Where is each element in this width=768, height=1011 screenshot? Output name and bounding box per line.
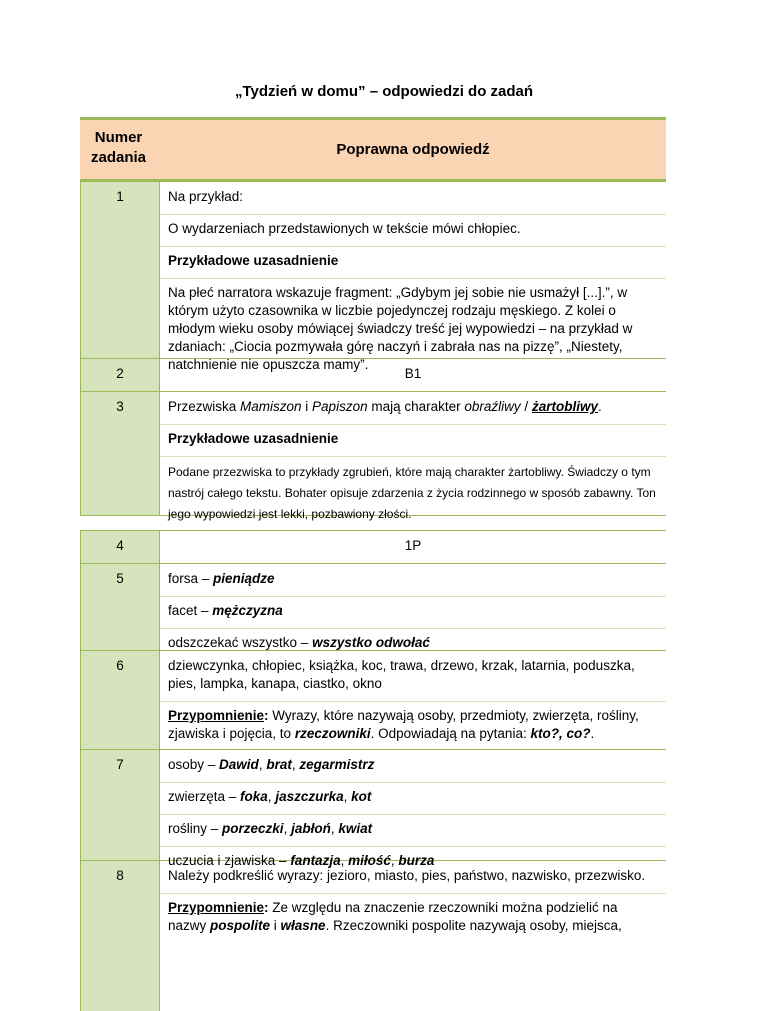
justification-text: Na płeć narratora wskazuje fragment: „Gdybym jej sobie nie usmażył [...].”, w którym użyto czasownika w liczbie pojedynczej rodzaju męskiego. Z kolei o młodym wieku osoby mówiącej świadczy treść jej wypowiedzi – na przykład w zdaniach: „Ciocia pozmywała górę naczyń i zabrała nas na pizzę”, „Niestety, natchnienie nie opuszcza mamy”. [168,285,633,372]
table-row [80,651,666,750]
answer-cell: B1 [404,366,422,381]
table-row [80,530,666,564]
task-number: 4 [80,531,160,563]
answer-cell [160,861,666,1011]
table-row [80,392,666,521]
task-number: 2 [80,359,160,391]
answer-cell [160,750,666,868]
reminder-text: Przypomnienie: Ze względu na znaczenie rzeczowniki można podzielić na nazwy pospolite i własne. Rzeczowniki pospolite nazywają osoby, miejsca, [168,900,622,933]
task-number: 3 [80,392,160,515]
table-row [80,564,666,651]
answer-text: odszczekać wszystko – wszystko odwołać [168,635,430,650]
answer-text: O wydarzeniach przedstawionych w tekście mówi chłopiec. [168,221,521,236]
answer-cell [160,392,666,521]
table-row [80,182,666,372]
task-number: 8 [80,861,160,1011]
answer-text: zwierzęta – foka, jaszczurka, kot [168,789,372,804]
answer-cell [160,651,666,749]
answer-text: facet – mężczyzna [168,603,283,618]
task-number: 1 [80,182,160,358]
answer-text: forsa – pieniądze [168,571,275,586]
answer-text: osoby – Dawid, brat, zegarmistrz [168,757,375,772]
answer-cell [160,564,666,650]
answer-text: Przezwiska Mamiszon i Papiszon mają charakter obraźliwy / żartobliwy. [168,399,602,414]
task-number: 7 [80,750,160,860]
table-header [80,117,666,182]
answer-text: Należy podkreślić wyrazy: jezioro, miasto, pies, państwo, nazwisko, przezwisko. [168,868,646,883]
reminder-text: Przypomnienie: Wyrazy, które nazywają osoby, przedmioty, zwierzęta, rośliny, zjawiska i pojęcia, to rzeczowniki. Odpowiadają na pytania: kto?, co?. [168,708,639,741]
answer-text: uczucia i zjawiska – fantazja, miłość, burza [168,853,435,868]
answer-cell: 1P [404,538,422,553]
task-number: 5 [80,564,160,650]
answer-text: rośliny – porzeczki, jabłoń, kwiat [168,821,373,836]
answer-cell [160,182,666,372]
task-number: 6 [80,651,160,749]
table-row [80,750,666,868]
answer-text: Na przykład: [168,189,244,204]
page-title: „Tydzień w domu” – odpowiedzi do zadań [234,83,534,100]
justification-heading: Przykładowe uzasadnienie [168,253,339,268]
header-number: Numer zadania [80,120,160,179]
answer-text: dziewczynka, chłopiec, książka, koc, trawa, drzewo, krzak, latarnia, poduszka, pies, lampka, kanapa, ciastko, okno [168,658,635,691]
answers-table [80,117,666,1011]
justification-text: Podane przezwiska to przykłady zgrubień, które mają charakter żartobliwy. Świadczy o tym nastrój całego tekstu. Bohater opisuje zdarzenia z życia rodzinnego w sposób zabawny. Ton jego wypowiedzi jest lekki, pozbawiony złości. [168,465,656,521]
table-row [80,359,666,392]
table-row [80,861,666,1011]
header-answer: Poprawna odpowiedź [160,120,666,179]
justification-heading: Przykładowe uzasadnienie [168,431,339,446]
